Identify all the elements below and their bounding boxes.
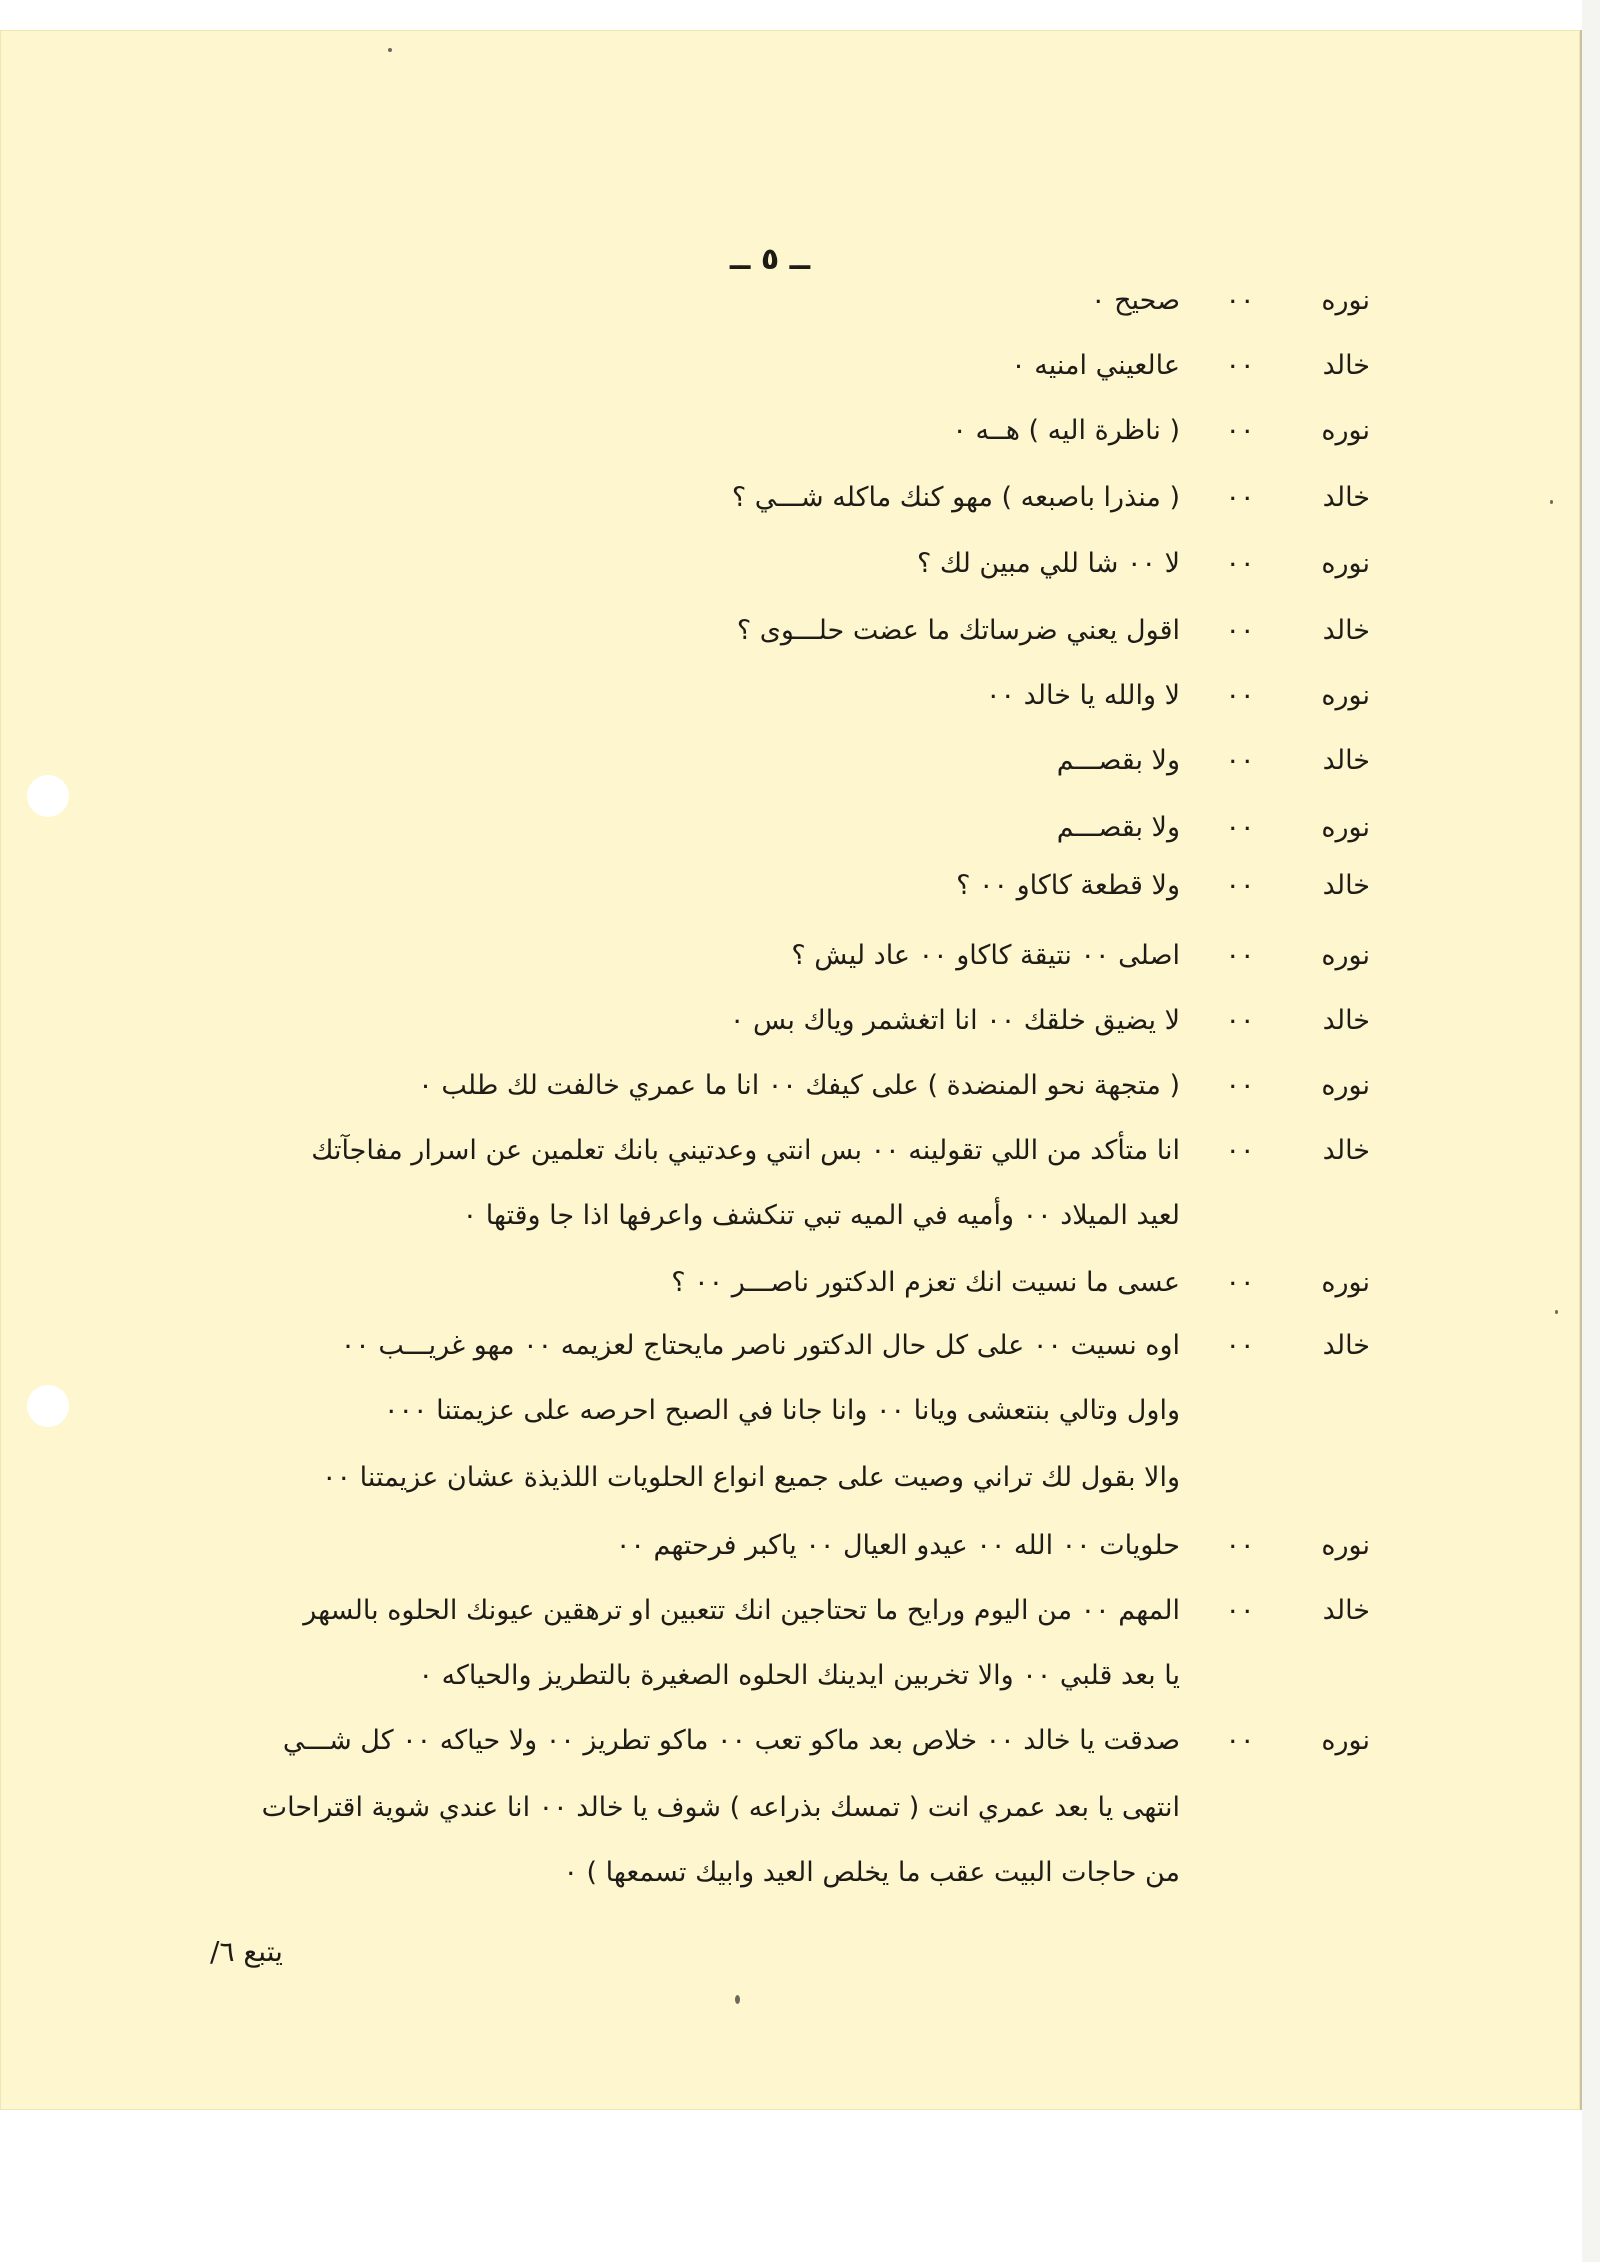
dialogue-text: اصلى ٠٠ نتيقة كاكاو ٠٠ عاد ليش ؟ [791,940,1180,971]
dialogue-line [180,1395,1370,1447]
speaker-name: خالد [1322,482,1370,513]
speaker-separator: ٠٠ [1225,1330,1255,1361]
speaker-separator: ٠٠ [1225,482,1255,513]
speaker-name: نوره [1321,940,1370,971]
dialogue-text: اوه نسيت ٠٠ على كل حال الدكتور ناصر مايحتاج لعزيمه ٠٠ مهو غريـــب ٠٠ [340,1330,1180,1361]
dialogue-line [180,1595,1370,1647]
speaker-separator: ٠٠ [1225,1135,1255,1166]
speaker-separator: ٠٠ [1225,940,1255,971]
speaker-name: نوره [1321,1530,1370,1561]
dialogue-line [180,745,1370,797]
speaker-name: نوره [1321,1725,1370,1756]
speaker-separator: ٠٠ [1225,1267,1255,1298]
dialogue-line [180,415,1370,467]
dialogue-text: ( منذرا باصبعه ) مهو كنك ماكله شـــي ؟ [731,482,1180,513]
dialogue-text: عسى ما نسيت انك تعزم الدكتور ناصـــر ٠٠ ؟ [671,1267,1180,1298]
speaker-separator: ٠٠ [1225,1005,1255,1036]
speaker-separator: ٠٠ [1225,1725,1255,1756]
dialogue-text: حلويات ٠٠ الله ٠٠ عيدو العيال ٠٠ ياكبر فرحتهم ٠٠ [615,1530,1180,1561]
dialogue-line [180,1200,1370,1252]
speaker-name: نوره [1321,680,1370,711]
continued-note: يتبع ٦/ [210,1935,283,1968]
dialogue-text: لا يضيق خلقك ٠٠ انا اتغشمر وياك بس ٠ [729,1005,1180,1036]
speaker-name: خالد [1322,1330,1370,1361]
dialogue-text: لا ٠٠ شا للي مبين لك ؟ [916,548,1180,579]
speaker-separator: ٠٠ [1225,1530,1255,1561]
speaker-separator: ٠٠ [1225,812,1255,843]
speaker-separator: ٠٠ [1225,415,1255,446]
dialogue-script [0,30,1580,2110]
dialogue-line [180,680,1370,732]
speaker-name: نوره [1321,415,1370,446]
speaker-separator: ٠٠ [1225,680,1255,711]
speaker-name: خالد [1322,1135,1370,1166]
dialogue-line [180,615,1370,667]
dialogue-line [180,1660,1370,1712]
script-page [0,30,1582,2110]
speaker-name: نوره [1321,812,1370,843]
speaker-separator: ٠٠ [1225,1595,1255,1626]
speaker-separator: ٠٠ [1225,615,1255,646]
dialogue-text: واول وتالي بنتعشى ويانا ٠٠ وانا جانا في الصبح احرصه على عزيمتنا ٠٠٠ [384,1395,1180,1426]
dialogue-line [180,1070,1370,1122]
dialogue-text: والا بقول لك تراني وصيت على جميع انواع الحلويات اللذيذة عشان عزيمتنا ٠٠ [322,1462,1180,1493]
dialogue-text: ولا قطعة كاكاو ٠٠ ؟ [956,870,1180,901]
speaker-name: نوره [1321,285,1370,316]
dialogue-line [180,350,1370,402]
dialogue-text: لا والله يا خالد ٠٠ [986,680,1180,711]
speaker-name: خالد [1322,870,1370,901]
scan-top-margin [0,0,1600,30]
speaker-name: خالد [1322,1005,1370,1036]
dialogue-line [180,1725,1370,1777]
dialogue-text: ولا بقصـــم [1056,812,1180,843]
speaker-name: نوره [1321,1267,1370,1298]
dialogue-text: عالعيني امنيه ٠ [1011,350,1180,381]
dialogue-line [180,1267,1370,1319]
dialogue-line [180,870,1370,922]
dialogue-text: من حاجات البيت عقب ما يخلص العيد وابيك تسمعها ) ٠ [563,1857,1180,1888]
dialogue-text: اقول يعني ضرساتك ما عضت حلـــوى ؟ [736,615,1180,646]
dialogue-line [180,548,1370,600]
dialogue-line [180,1857,1370,1909]
speaker-name: خالد [1322,350,1370,381]
dialogue-text: ( ناظرة اليه ) هــه ٠ [952,415,1180,446]
dialogue-text: المهم ٠٠ من اليوم ورايح ما تحتاجين انك تتعبين او ترهقين عيونك الحلوه بالسهر [303,1595,1180,1626]
speaker-separator: ٠٠ [1225,548,1255,579]
speaker-separator: ٠٠ [1225,1070,1255,1101]
dialogue-text: صحيح ٠ [1090,285,1180,316]
dialogue-text: صدقت يا خالد ٠٠ خلاص بعد ماكو تعب ٠٠ ماكو تطريز ٠٠ ولا حياكه ٠٠ كل شـــي [282,1725,1180,1756]
speaker-separator: ٠٠ [1225,870,1255,901]
dialogue-line [180,1462,1370,1514]
dialogue-text: يا بعد قلبي ٠٠ والا تخربين ايدينك الحلوه الصغيرة بالتطريز والحياكه ٠ [418,1660,1180,1691]
dialogue-line [180,285,1370,337]
speaker-name: خالد [1322,745,1370,776]
dialogue-line [180,1792,1370,1844]
dialogue-line [180,1530,1370,1582]
dialogue-text: انتهى يا بعد عمري انت ( تمسك بذراعه ) شوف يا خالد ٠٠ انا عندي شوية اقتراحات [261,1792,1180,1823]
page-number: ــ ٥ ــ [729,242,811,277]
dialogue-line [180,1135,1370,1187]
dialogue-text: لعيد الميلاد ٠٠ وأميه في الميه تبي تنكشف واعرفها اذا جا وقتها ٠ [462,1200,1180,1231]
speaker-name: خالد [1322,1595,1370,1626]
dialogue-line [180,1005,1370,1057]
dialogue-text: انا متأكد من اللي تقولينه ٠٠ بس انتي وعدتيني بانك تعلمين عن اسرار مفاجآتك [311,1135,1180,1166]
speaker-separator: ٠٠ [1225,285,1255,316]
dialogue-text: ولا بقصـــم [1056,745,1180,776]
speaker-separator: ٠٠ [1225,350,1255,381]
speaker-name: نوره [1321,548,1370,579]
dialogue-line [180,482,1370,534]
scan-right-margin [1582,0,1600,2262]
speaker-name: نوره [1321,1070,1370,1101]
dialogue-text: ( متجهة نحو المنضدة ) على كيفك ٠٠ انا ما عمري خالفت لك طلب ٠ [418,1070,1180,1101]
dialogue-line [180,1330,1370,1382]
speaker-name: خالد [1322,615,1370,646]
speaker-separator: ٠٠ [1225,745,1255,776]
dialogue-line [180,940,1370,992]
dialogue-line [180,812,1370,864]
